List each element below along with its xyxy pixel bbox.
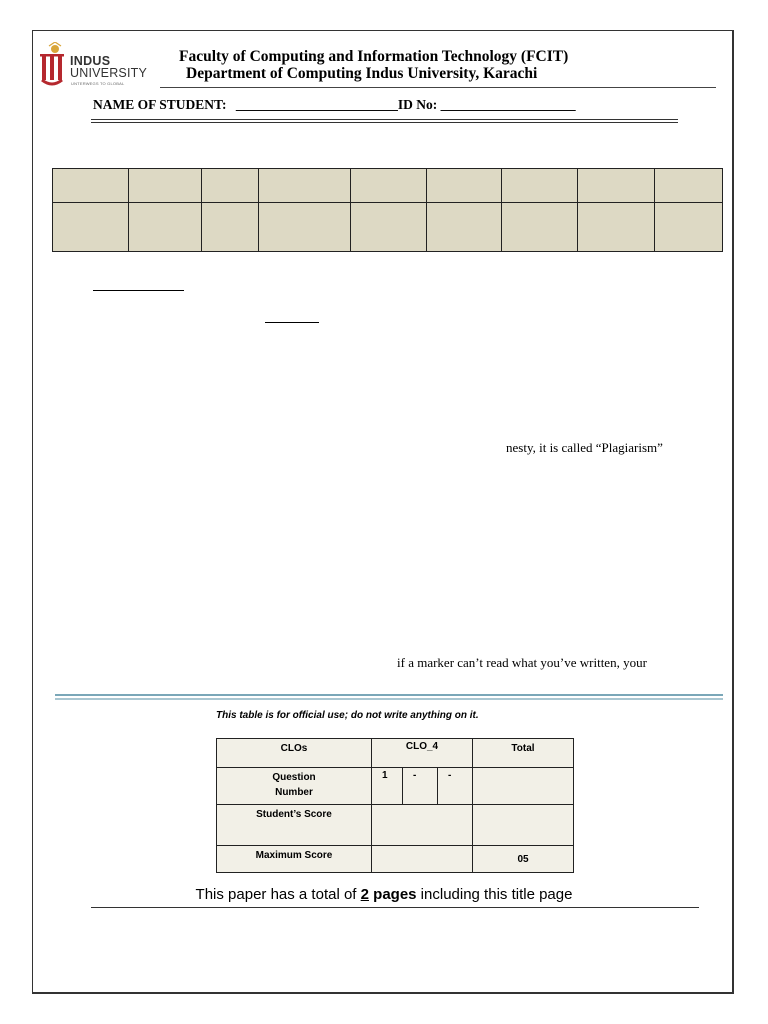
question-number-3: - <box>438 768 473 805</box>
logo-text-university: UNIVERSITY <box>70 66 148 80</box>
table-row <box>217 846 574 873</box>
grid-cell <box>578 169 655 203</box>
grid-cell <box>202 169 259 203</box>
official-score-table <box>216 738 574 873</box>
question-number-label <box>217 768 372 805</box>
question-total-cell <box>473 768 574 805</box>
grid-row <box>53 203 723 252</box>
clo-value: CLO_4 <box>372 739 473 768</box>
student-id-blank[interactable]: ____________________ <box>440 97 576 112</box>
logo-tagline: UNTERWEGS TO GLOBAL <box>71 81 125 86</box>
grid-cell <box>259 169 351 203</box>
grid-cell <box>502 203 578 252</box>
header-rule <box>160 87 716 88</box>
grid-cell <box>578 203 655 252</box>
page-count-statement <box>0 886 768 903</box>
student-name-label: NAME OF STUDENT: <box>93 97 227 112</box>
question-number-2: - <box>403 768 438 805</box>
grid-cell <box>53 169 129 203</box>
clos-label: CLOs <box>217 739 372 768</box>
question-label-line1: Question <box>272 772 316 783</box>
student-name-blank[interactable]: ________________________ <box>235 97 398 112</box>
total-label: Total <box>473 739 574 768</box>
page-count-number: 2 <box>360 886 369 903</box>
university-logo <box>40 42 160 88</box>
student-id-label: ID No: <box>397 97 438 112</box>
marker-text-fragment: if a marker can’t read what you’ve written, your <box>397 655 647 670</box>
divider-rule <box>91 122 678 123</box>
department-title: Department of Computing Indus University, Karachi <box>186 65 538 82</box>
grid-cell <box>259 203 351 252</box>
grid-cell <box>427 169 502 203</box>
student-score-cell <box>372 805 473 846</box>
grid-cell <box>129 203 202 252</box>
grid-cell <box>427 203 502 252</box>
grid-cell <box>655 203 723 252</box>
question-number-1: 1 <box>372 768 403 805</box>
faculty-title: Faculty of Computing and Information Technology (FCIT) <box>179 48 569 65</box>
page-count-text-after: including this title page <box>416 886 573 903</box>
section-separator <box>55 698 723 700</box>
info-grid-table <box>52 168 723 252</box>
table-row <box>217 739 574 768</box>
page-count-text-before: This paper has a total of <box>195 886 361 903</box>
official-use-note: This table is for official use; do not write anything on it. <box>216 710 479 721</box>
grid-row <box>53 169 723 203</box>
grid-cell <box>129 169 202 203</box>
text-underline <box>265 322 319 323</box>
question-label-line2: Number <box>275 787 313 798</box>
university-crest-icon <box>40 42 68 86</box>
student-score-total-cell <box>473 805 574 846</box>
grid-cell <box>351 169 427 203</box>
grid-cell <box>351 203 427 252</box>
grid-cell <box>655 169 723 203</box>
table-row <box>217 805 574 846</box>
grid-cell <box>53 203 129 252</box>
maximum-score-label: Maximum Score <box>217 846 372 873</box>
bottom-rule <box>91 907 699 908</box>
maximum-score-cell <box>372 846 473 873</box>
maximum-score-total: 05 <box>473 846 574 873</box>
heading-underline <box>93 290 184 291</box>
logo-text-indus: INDUS <box>70 54 111 68</box>
grid-cell <box>502 169 578 203</box>
grid-cell <box>202 203 259 252</box>
divider-rule <box>91 119 678 120</box>
page-count-word: pages <box>368 886 417 903</box>
section-separator <box>55 694 723 696</box>
student-score-label: Student’s Score <box>217 805 372 846</box>
table-row <box>217 768 574 805</box>
plagiarism-text-fragment: nesty, it is called “Plagiarism” <box>506 440 663 455</box>
student-info-line <box>93 97 576 113</box>
